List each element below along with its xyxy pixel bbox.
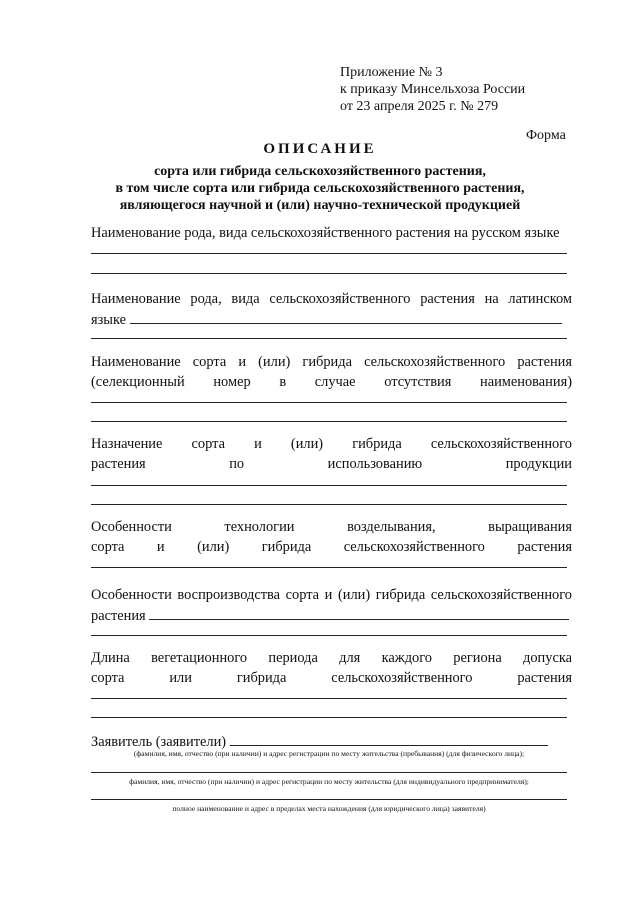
section-name-russian xyxy=(91,223,572,243)
section-label: сорта или гибрида сельскохозяйственного растения xyxy=(91,670,572,686)
section-label: (селекционный номер в случае отсутствия наименования) xyxy=(91,374,572,390)
section-label: Наименование рода, вида сельскохозяйственного растения на латинском xyxy=(91,291,572,307)
fill-line[interactable] xyxy=(91,698,567,699)
applicant-label: Заявитель (заявители) xyxy=(91,734,227,750)
fill-line[interactable] xyxy=(91,567,567,568)
title-subline-2: в том числе сорта или гибрида сельскохозяйственного растения, xyxy=(115,181,525,196)
order-reference: к приказу Минсельхоза России xyxy=(340,82,526,97)
section-label: растения xyxy=(91,608,146,624)
fill-line[interactable] xyxy=(91,402,567,403)
section-cultivation xyxy=(91,517,572,557)
section-label: растения по использованию продукции xyxy=(91,456,572,472)
section-purpose xyxy=(91,434,572,474)
fill-line[interactable] xyxy=(91,338,567,339)
order-date: от 23 апреля 2025 г. № 279 xyxy=(340,99,499,114)
title-subline-3: являющегося научной и (или) научно-технической продукцией xyxy=(119,198,521,213)
applicant-field[interactable] xyxy=(230,731,548,746)
form-label: Форма xyxy=(526,128,566,143)
document-title: ОПИСАНИЕ xyxy=(263,141,377,157)
fill-line[interactable] xyxy=(91,799,567,800)
section-label: Наименование рода, вида сельскохозяйственного растения на русском языке xyxy=(91,225,560,241)
applicant-row xyxy=(91,731,548,751)
section-reproduction xyxy=(91,585,572,626)
fill-line[interactable] xyxy=(91,253,567,254)
appendix-number: Приложение № 3 xyxy=(340,65,443,80)
applicant-note-3: полное наименование и адрес в пределах места нахождения (для юридического лица) заявителя) xyxy=(172,804,486,813)
section-label: Особенности воспроизводства сорта и (или) гибрида сельскохозяйственного xyxy=(91,587,572,603)
section-label: Назначение сорта и (или) гибрида сельскохозяйственного xyxy=(91,436,572,452)
section-name-latin xyxy=(91,289,572,330)
fill-line[interactable] xyxy=(91,717,567,718)
section-label: Особенности технологии возделывания, выращивания xyxy=(91,519,572,535)
section-label: сорта и (или) гибрида сельскохозяйственного растения xyxy=(91,539,572,555)
section-label: языке xyxy=(91,312,126,328)
fill-line[interactable] xyxy=(91,504,567,505)
applicant-note-2: фамилия, имя, отчество (при наличии) и адрес регистрации по месту жительства (для индивидуального предпринимателя); xyxy=(129,777,529,786)
applicant-note-1: (фамилия, имя, отчество (при наличии) и адрес регистрации по месту жительства (пребывания) (для физического лица); xyxy=(133,749,525,758)
fill-line[interactable] xyxy=(149,605,569,620)
fill-line[interactable] xyxy=(91,635,567,636)
section-label: Длина вегетационного периода для каждого региона допуска xyxy=(91,650,572,666)
fill-line[interactable] xyxy=(91,485,567,486)
fill-line[interactable] xyxy=(91,273,567,274)
section-variety-name xyxy=(91,352,572,392)
title-subline-1: сорта или гибрида сельскохозяйственного растения, xyxy=(154,164,486,179)
fill-line[interactable] xyxy=(91,772,567,773)
section-vegetation-period xyxy=(91,648,572,688)
fill-line[interactable] xyxy=(91,421,567,422)
section-label: Наименование сорта и (или) гибрида сельскохозяйственного растения xyxy=(91,354,572,370)
fill-line[interactable] xyxy=(130,309,562,324)
